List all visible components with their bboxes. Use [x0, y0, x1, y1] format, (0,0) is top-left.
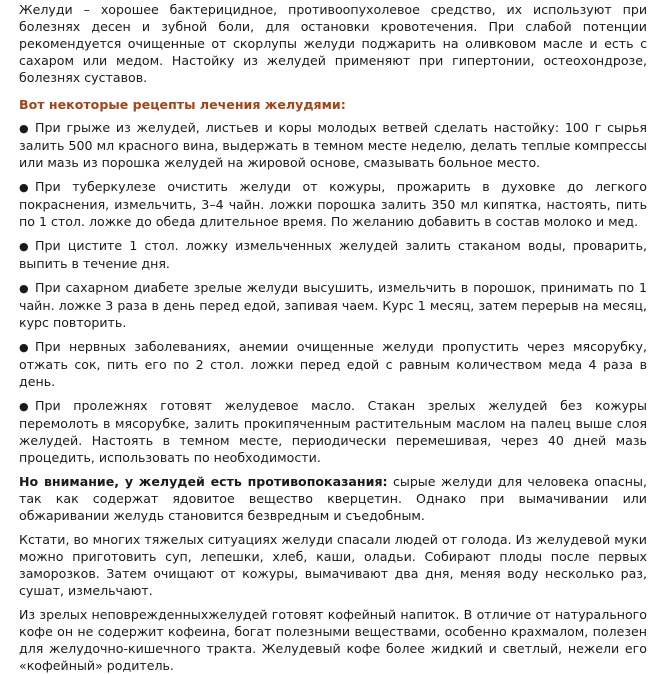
recipes-heading: Вот некоторые рецепты лечения желудями:: [19, 97, 346, 112]
intro-paragraph: Желуди – хорошее бактерицидное, противоопухолевое средство, их используют при болезнях десен и зубной боли, для остановки кровотечения. При слабой потенции рекомендуется очищенные от скорлупы желуди поджарить на оливковом масле и есть с сахаром или медом. Настойку из желудей применяют при гипертонии, остеохондрозе, болезнях суставов.: [19, 2, 647, 85]
recipe-item: [19, 178, 647, 230]
recipe-text: При грыже из желудей, листьев и коры молодых ветвей сделать настойку: 100 г сырья залить 500 мл красного вина, выдержать в темном месте неделю, делать теплые компрессы или мазь из порошка желудей на жировой основе, смазывать больное место.: [19, 120, 647, 170]
bullet-icon: ●: [19, 122, 29, 135]
recipe-text: При нервных заболеваниях, анемии очищенные желуди пропустить через мясорубку, отжать сок, пить его по 2 стол. ложки перед едой с равным количеством меда 4 раза в день.: [19, 339, 647, 389]
warning-text: сырые желуди для человека опасны, так как содержат ядовитое вещество кверцетин. Однако при вымачивании или обжаривании желудь становится безвредным и съедобным.: [19, 474, 647, 523]
recipe-text: При туберкулезе очистить желуди от кожуры, прожарить в духовке до легкого покраснения, измельчить, 3–4 чайн. ложки порошка залить 350 мл кипятка, настоять, пить по 1 стол. ложке до обеда длительное время. По желанию добавить в состав молоко и мед.: [19, 179, 647, 229]
recipe-item: [19, 237, 647, 272]
bullet-icon: ●: [19, 282, 29, 295]
recipe-text: При пролежнях готовят желудевое масло. Стакан зрелых желудей без кожуры перемолоть в мясорубке, залить прокипяченным растительным маслом на палец выше слоя желудей. Настоять в темном месте, периодически перемешивая, через 40 дней мазь процедить, использовать по необходимости.: [19, 398, 647, 465]
recipe-text: При цистите 1 стол. ложку измельченных желудей залить стаканом воды, проварить, выпить в течение дня.: [19, 238, 647, 271]
recipe-item: [19, 338, 647, 390]
recipe-item: [19, 119, 647, 171]
recipe-text: При сахарном диабете зрелые желуди высушить, измельчить в порошок, принимать по 1 чайн. ложке 3 раза в день перед едой, запивая чаем. Курс 1 месяц, затем перерыв на месяц, курс повторить.: [19, 280, 647, 330]
hunger-paragraph: Кстати, во многих тяжелых ситуациях желуди спасали людей от голода. Из желудевой муки можно приготовить суп, лепешки, хлеб, каши, оладьи. Собирают плоды после первых заморозков. Затем очищают от кожуры, вымачивают два дня, меняя воду несколько раз, сушат, измельчают.: [19, 532, 647, 598]
recipe-item: [19, 397, 647, 466]
bullet-icon: ●: [19, 181, 29, 194]
warning-paragraph: [19, 473, 647, 524]
recipe-item: [19, 279, 647, 331]
coffee-paragraph: Из зрелых неповрежденныхжелудей готовят кофейный напиток. В отличие от натурального кофе он не содержит кофеина, богат полезными веществами, особенно крахмалом, полезен для желудочно-кишечного тракта. Желудевый кофе более жидкий и светлый, нежели его «кофейный» родитель.: [19, 607, 647, 673]
warning-label: Но внимание, у желудей есть противопоказания:: [19, 474, 388, 489]
bullet-icon: ●: [19, 240, 29, 253]
bullet-icon: ●: [19, 341, 29, 354]
bullet-icon: ●: [19, 400, 29, 413]
